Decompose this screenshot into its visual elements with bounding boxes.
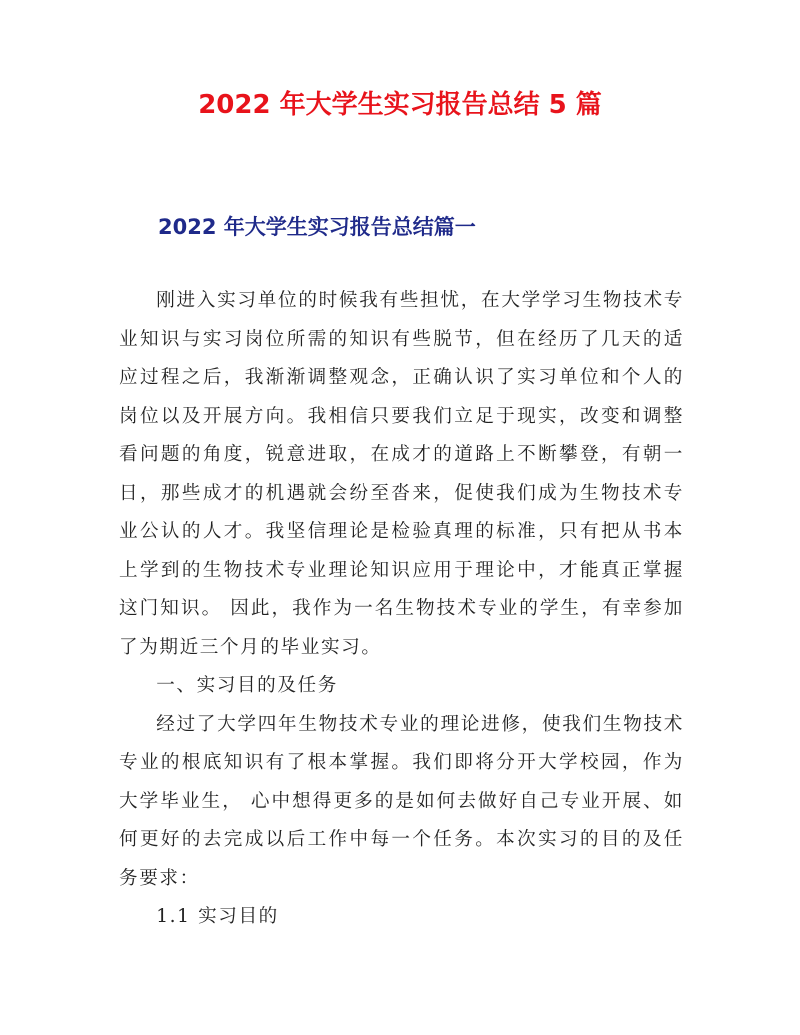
- subheading-internship-purpose: 1.1 实习目的: [156, 906, 279, 927]
- paragraph-intro: 刚进入实习单位的时候我有些担忧，在大学学习生物技术专业知识与实习岗位所需的知识有些脱节，但在经历了几天的适应过程之后，我渐渐调整观念，正确认识了实习单位和个人的岗位以及开展方向。我相信只要我们立足于现实，改变和调整看问题的角度，锐意进取，在成才的道路上不断攀登，有朝一日，那些成才的机遇就会纷至沓来，促使我们成为生物技术专业公认的人才。我坚信理论是检验真理的标准，只有把从书本上学到的生物技术专业理论知识应用于理论中，才能真正掌握这门知识。 因此，我作为一名生物技术专业的学生，有幸参加了为期近三个月的毕业实习。: [119, 290, 684, 658]
- document-body: [119, 282, 684, 937]
- document-title: 2022 年大学生实习报告总结 5 篇: [198, 90, 602, 120]
- section-heading: 2022 年大学生实习报告总结篇一: [158, 215, 476, 239]
- subheading-purpose-tasks: 一、实习目的及任务: [156, 675, 338, 696]
- paragraph-purpose: 经过了大学四年生物技术专业的理论进修，使我们生物技术专业的根底知识有了根本掌握。我们即将分开大学校园，作为大学毕业生， 心中想得更多的是如何去做好自己专业开展、如何更好的去完成以后工作中每一个任务。本次实习的目的及任务要求：: [119, 713, 684, 889]
